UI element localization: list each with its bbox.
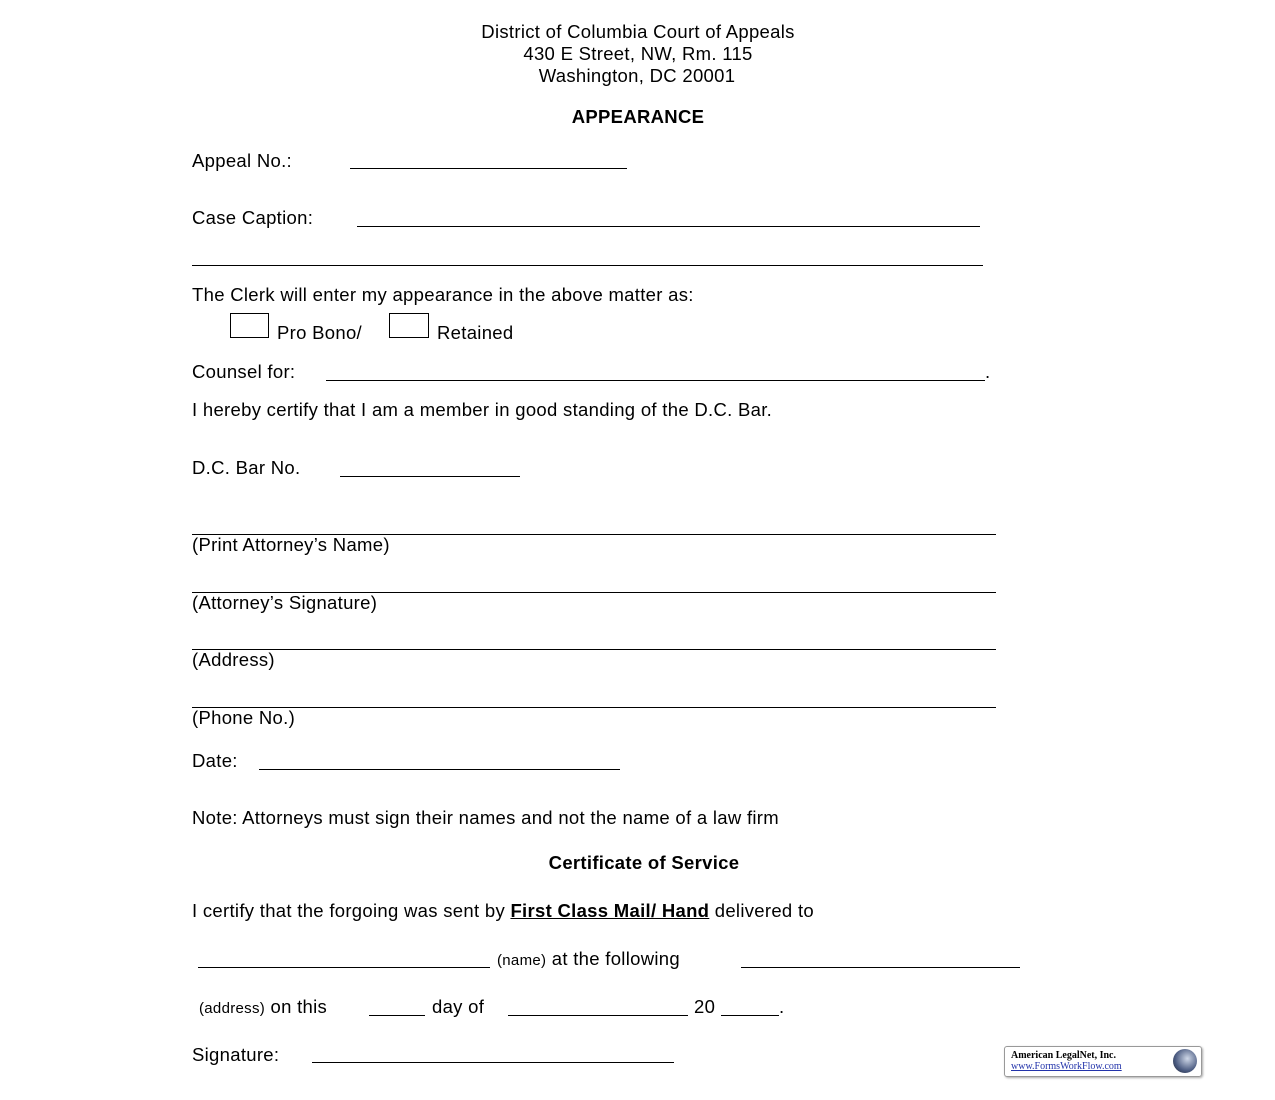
on-this-text: on this (265, 996, 328, 1017)
service-text-pre: I certify that the forgoing was sent by (192, 900, 511, 921)
counsel-for-label: Counsel for: (192, 361, 296, 382)
month-field[interactable] (508, 1015, 688, 1016)
signature-field[interactable] (312, 1062, 674, 1063)
service-method: First Class Mail/ Hand (510, 900, 710, 921)
logo-company: American LegalNet, Inc. (1011, 1050, 1116, 1061)
attorney-signature-label: (Attorney’s Signature) (192, 592, 378, 613)
day-field[interactable] (369, 1015, 425, 1016)
year-field[interactable] (721, 1015, 779, 1016)
phone-field[interactable] (192, 707, 996, 708)
at-following-text: at the following (546, 948, 680, 969)
bar-no-field[interactable] (340, 476, 520, 477)
court-address-line1: 430 E Street, NW, Rm. 115 (523, 43, 753, 64)
appeal-no-field[interactable] (350, 168, 627, 169)
note-text: Note: Attorneys must sign their names and not the name of a law firm (192, 807, 779, 828)
case-caption-field-line2[interactable] (192, 265, 983, 266)
name-hint-line (497, 948, 680, 972)
signature-label: Signature: (192, 1044, 280, 1065)
name-hint: (name) (497, 952, 547, 969)
service-text-post: delivered to (709, 900, 814, 921)
address-hint: (address) (199, 1000, 266, 1017)
address-field[interactable] (192, 649, 996, 650)
certificate-title: Certificate of Service (548, 852, 740, 873)
pro-bono-checkbox[interactable] (230, 313, 269, 338)
address-label: (Address) (192, 649, 275, 670)
date-field[interactable] (259, 769, 620, 770)
court-name: District of Columbia Court of Appeals (481, 21, 795, 42)
court-address-line2: Washington, DC 20001 (538, 65, 736, 86)
phone-label: (Phone No.) (192, 707, 296, 728)
address-hint-line (199, 996, 327, 1020)
recipient-address-field[interactable] (741, 967, 1020, 968)
american-legalnet-logo[interactable] (1004, 1046, 1202, 1077)
bar-no-label: D.C. Bar No. (192, 457, 301, 478)
globe-icon (1173, 1049, 1197, 1073)
bar-certification: I hereby certify that I am a member in good standing of the D.C. Bar. (192, 399, 773, 420)
date-label: Date: (192, 750, 238, 771)
case-caption-label: Case Caption: (192, 207, 314, 228)
year-prefix: 20 (694, 996, 716, 1017)
attorney-name-label: (Print Attorney’s Name) (192, 534, 390, 555)
logo-url[interactable]: www.FormsWorkFlow.com (1011, 1061, 1122, 1072)
date-period: . (779, 996, 785, 1017)
retained-label: Retained (437, 322, 514, 343)
service-statement (192, 900, 814, 922)
form-title: APPEARANCE (571, 106, 705, 127)
recipient-name-field[interactable] (198, 967, 490, 968)
appeal-no-label: Appeal No.: (192, 150, 292, 171)
day-of-text: day of (432, 996, 485, 1017)
retained-checkbox[interactable] (389, 313, 429, 338)
pro-bono-label: Pro Bono/ (277, 322, 362, 343)
counsel-for-field[interactable] (326, 380, 985, 381)
counsel-for-period: . (985, 361, 991, 382)
clerk-statement: The Clerk will enter my appearance in the above matter as: (192, 284, 694, 305)
case-caption-field[interactable] (357, 226, 980, 227)
